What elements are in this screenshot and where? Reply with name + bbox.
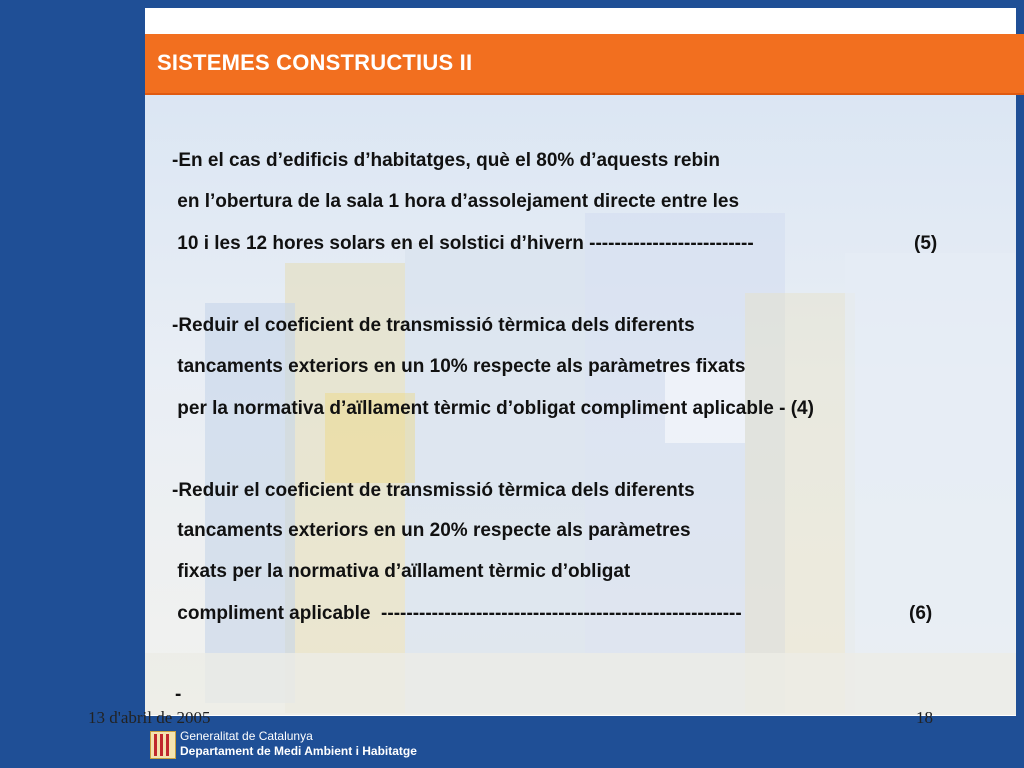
body-line: -En el cas d’edificis d’habitatges, què el 80% d’aquests rebin	[172, 150, 720, 171]
footer-date: 13 d'abril de 2005	[88, 708, 211, 727]
slide-title: SISTEMES CONSTRUCTIUS II	[157, 50, 473, 75]
reference-number: (6)	[909, 603, 933, 624]
body-line: 10 i les 12 hores solars en el solstici d’hivern --------------------------	[172, 233, 754, 254]
reference-number: (5)	[914, 233, 938, 254]
body-line: per la normativa d’aïllament tèrmic d’obligat compliment aplicable - (4)	[172, 398, 814, 419]
generalitat-logo-icon	[150, 731, 176, 759]
page-number: 18	[916, 708, 933, 727]
trailing-dash: -	[175, 684, 182, 705]
organization-name: Generalitat de Catalunya	[180, 729, 313, 743]
body-line: tancaments exteriors en un 10% respecte als paràmetres fixats	[172, 356, 746, 377]
body-line: compliment aplicable ---------------------------------------------------------	[172, 603, 742, 624]
body-line: tancaments exteriors en un 20% respecte als paràmetres	[172, 520, 691, 541]
left-blue-band	[0, 0, 145, 768]
right-blue-edge	[1016, 0, 1024, 768]
title-bar	[145, 34, 1024, 95]
department-name: Departament de Medi Ambient i Habitatge	[180, 744, 417, 758]
body-line: -Reduir el coeficient de transmissió tèrmica dels diferents	[172, 480, 695, 501]
top-blue-band	[0, 0, 1024, 8]
body-line: en l’obertura de la sala 1 hora d’assolejament directe entre les	[172, 191, 740, 212]
body-line: fixats per la normativa d’aïllament tèrmic d’obligat	[172, 561, 631, 582]
body-line: -Reduir el coeficient de transmissió tèrmica dels diferents	[172, 315, 695, 336]
